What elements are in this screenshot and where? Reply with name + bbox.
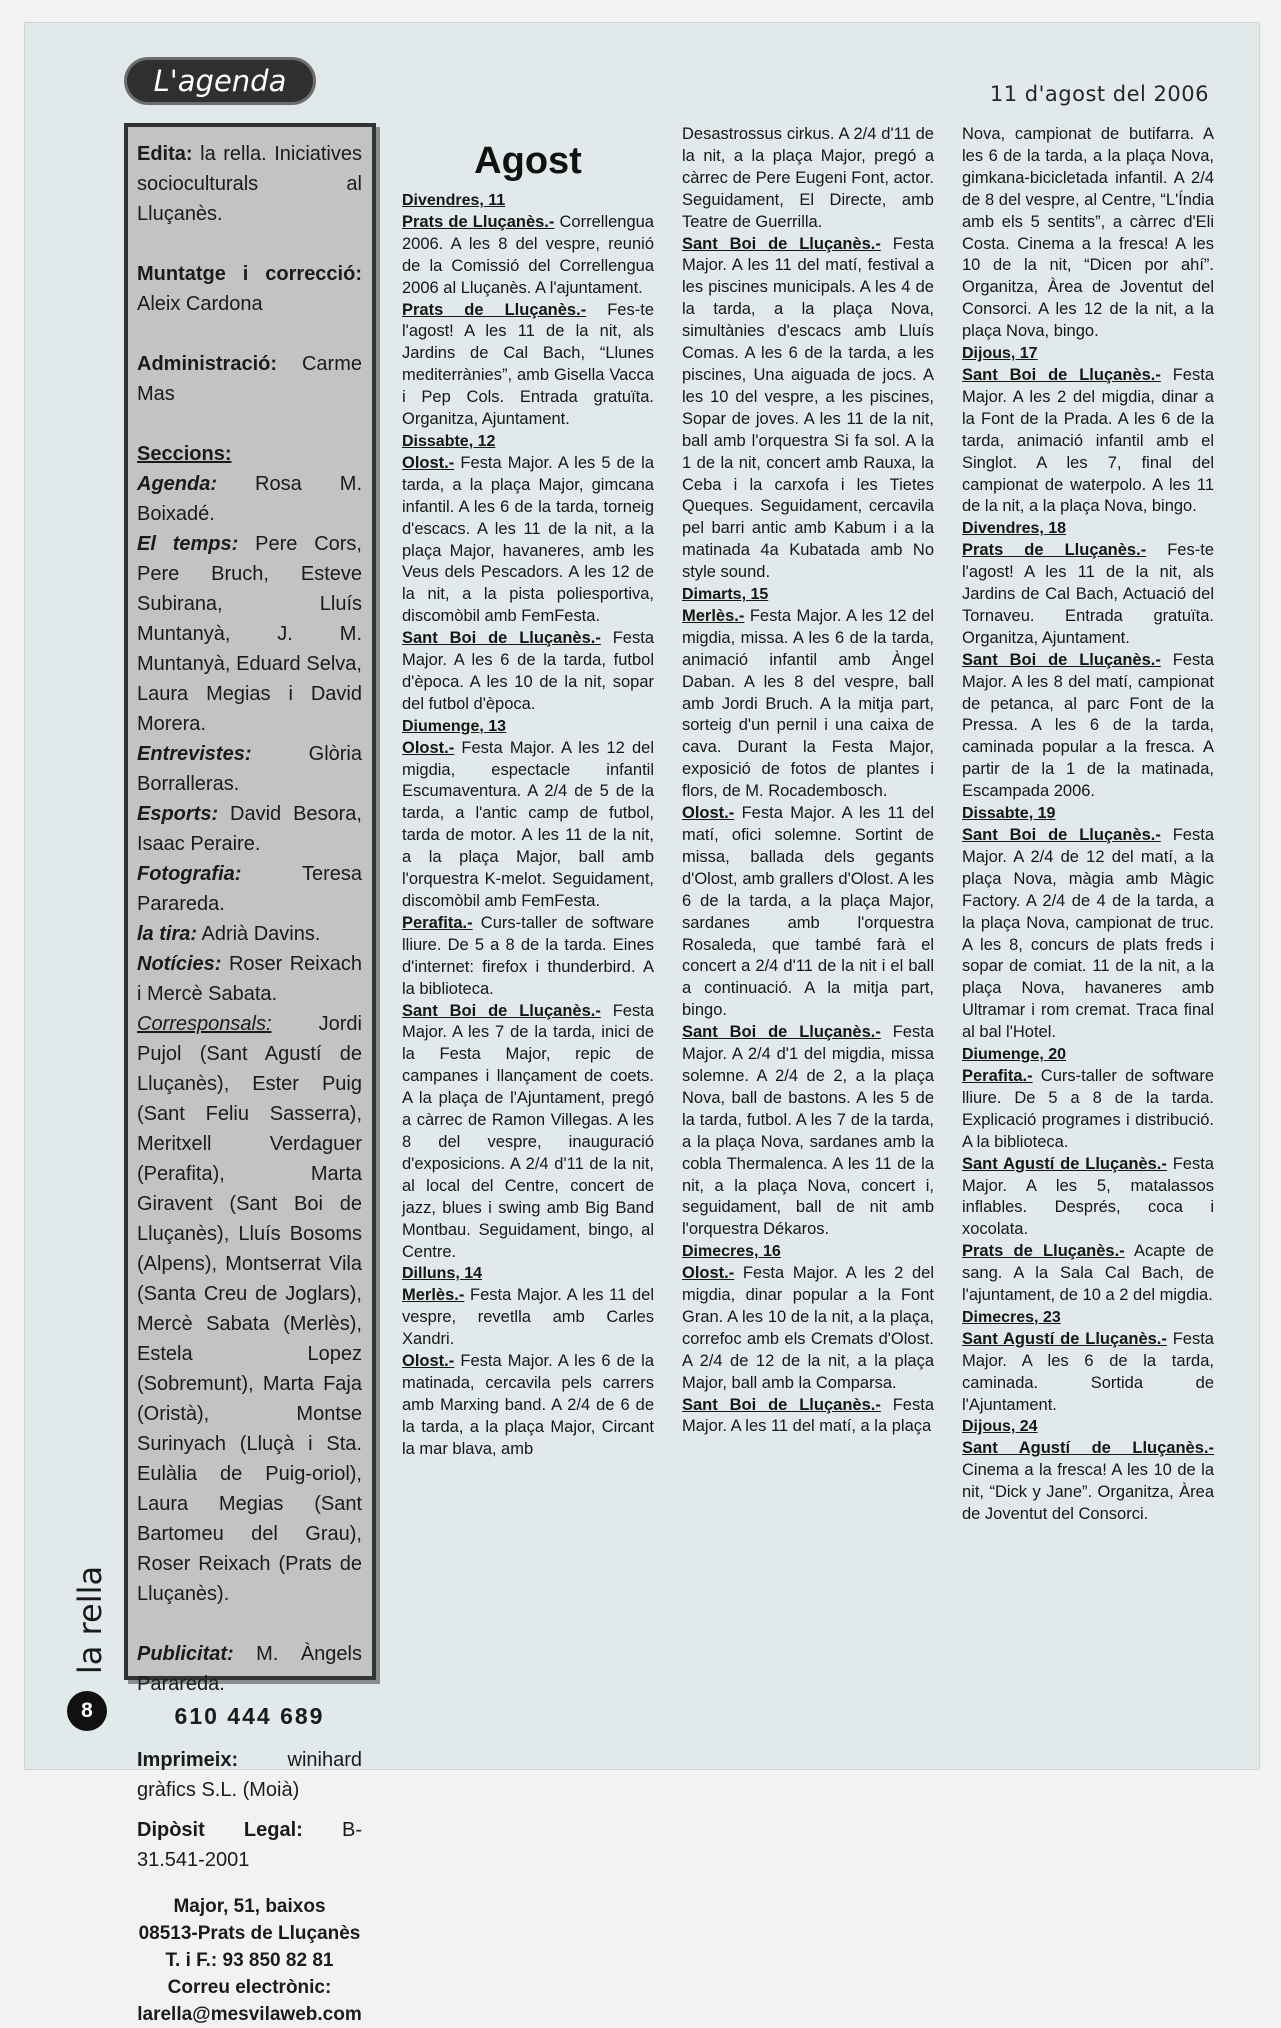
agenda-text: Festa Major. A les 8 del matí, campionat de petanca, al parc Font de la Pressa. A les 6 de la tarda, caminada popular a la fresca. A partir de la 1 de la matinada, Escampada 2006. [962,650,1214,801]
advertising-phone: 610 444 689 [174,1703,325,1729]
agenda-entry [962,825,1214,1044]
agenda-text: Festa Major. A les 12 del migdia, missa. A les 6 de la tarda, animació infantil amb Àngel Daban. A les 8 del vespre, ball amb Jordi Bruch. A la mitja part, sorteig d'un pernil i una caixa de cava. Durant la Festa Major, exposició de fotos de plantes i flors, de M. Rocadembosch. [682,606,934,801]
agenda-column-3 [962,124,1214,1526]
agenda-entry [682,1263,934,1394]
agenda-place: Sant Boi de Lluçanès.- [962,826,1161,844]
agenda-text: Festa Major. A les 6 de la tarda, caminada. Sortida de l'Ajuntament. [962,1329,1214,1414]
agenda-place: Sant Agustí de Lluçanès.- [962,1329,1167,1348]
agenda-entry [962,1329,1214,1417]
credit-fotografia: Fotografia: Teresa Parareda. [137,863,362,915]
agenda-text: Festa Major. A les 7 de la tarda, inici de la Festa Major, repic de campanes i llançament de coets. A la plaça de l'Ajuntament, pregó a càrrec de Ramon Villegas. A les 8 del vespre, inauguració d'exposicions. A 2/4 d'11 de la nit, al local del Centre, concert de jazz, blues i swing amb Big Band Montbau. Seguidament, bingo, al Centre. [402,1001,654,1261]
agenda-place: Sant Boi de Lluçanès.- [962,365,1161,384]
credit-entrevistes: Entrevistes: Glòria Borralleras. [137,743,362,795]
magazine-name-vertical: la rella [71,1565,109,1675]
agenda-place: Sant Boi de Lluçanès.- [962,650,1161,669]
agenda-text: Festa Major. A les 5 de la tarda, a la plaça Major, gimcana infantil. A les 6 de la tarda, torneig d'escacs. A les 11 de la nit, a la plaça Major, havaneres, amb les Veus dels Pescadors. A les 12 de la nit, a la pista poliesportiva, discomòbil amb FemFesta. [402,453,654,626]
agenda-entry [962,540,1214,650]
agenda-day: Diumenge, 13 [402,717,507,735]
agenda-entry [682,1022,934,1241]
agenda-text: Festa Major. A les 6 de la tarda, futbol d'època. A les 10 de la nit, sopar del futbol d'època. [402,629,654,713]
agenda-place: Prats de Lluçanès.- [402,212,555,231]
agenda-text: Festa Major. A les 5, matalassos inflables. Després, coca i xocolata. [962,1154,1214,1239]
credit-seccions-heading: Seccions: [137,443,232,465]
credit-publicitat: Publicitat: M. Àngels Parareda. [137,1643,362,1695]
address-town: 08513-Prats de Lluçanès [138,1923,361,1944]
agenda-text: Acapte de sang. A la Sala Cal Bach, de l'ajuntament, de 10 a 2 del migdia. [962,1242,1214,1305]
agenda-day: Divendres, 11 [402,192,506,209]
credit-noticies: Notícies: Roser Reixach i Mercè Sabata. [137,953,362,1005]
agenda-entry [962,1438,1214,1526]
agenda-entry [402,453,654,628]
agenda-text: Festa Major. A 2/4 de 12 del matí, a la plaça Nova, màgia amb Màgic Factory. A 2/4 de 4 de la tarda, a la plaça Nova, campionat de truc. A les 8, concurs de plats freds i sopar de comiat. 11 de la nit, a la plaça Nova, havaneres amb Ultramar i rom cremat. Traca final al bal l'Hotel. [962,826,1214,1042]
agenda-day: Dilluns, 14 [402,1265,483,1283]
agenda-place: Perafita.- [402,913,473,932]
credit-agenda: Agenda: Rosa M. Boixadé. [137,473,362,525]
section-label: L'agenda [124,57,316,105]
agenda-entry [682,606,934,803]
agenda-entry [962,1241,1214,1307]
agenda-place: Sant Boi de Lluçanès.- [402,629,601,648]
agenda-text: Festa Major. A les 2 del migdia, dinar a la Font de la Prada. A les 6 de la tarda, animació infantil amb el Singlot. A les 7, final del campionat de waterpolo. A les 11 de la nit, a la plaça Nova, bingo. [962,365,1214,516]
agenda-place: Olost.- [402,738,455,757]
agenda-text: Festa Major. A les 11 del matí, ofici solemne. Sortint de missa, ballada dels gegants d'Olost, amb grallers d'Olost. A les 6 de la tarda, a la plaça Major, sardanes amb l'orquestra Rosaleda, que també farà el concert a 2/4 d'11 de la nit i el ball a continuació. A la mitja part, bingo. [682,804,934,1020]
credit-esports: Esports: David Besora, Isaac Peraire. [137,803,362,855]
agenda-place: Olost.- [402,1352,455,1371]
agenda-place: Sant Agustí de Lluçanès.- [962,1439,1214,1458]
agenda-entry [962,1154,1214,1242]
agenda-column-2 [682,124,934,1438]
agenda-place: Sant Boi de Lluçanès.- [682,1023,881,1042]
agenda-place: Sant Boi de Lluçanès.- [402,1001,601,1020]
credit-temps: El temps: Pere Cors, Pere Bruch, Esteve Subirana, Lluís Muntanyà, J. M. Muntanyà, Eduard Selva, Laura Megias i David Morera. [137,533,362,735]
agenda-entry [962,365,1214,518]
agenda-text: Festa Major. A les 12 del migdia, espectacle infantil Escumaventura. A 2/4 de 5 de la tarda, a l'antic camp de futbol, tarda de motor. A les 11 de la nit, a la plaça Major, ball amb l'orquestra K-melot. Seguidament, discomòbil amb FemFesta. [402,738,654,910]
agenda-day: Dissabte, 12 [402,432,496,450]
agenda-entry [402,1285,654,1351]
agenda-entry [402,913,654,1001]
agenda-text: Fes-te l'agost! A les 11 de la nit, als Jardins de Cal Bach, Actuació del Tornaveu. Entrada gratuïta. Organitza, Ajuntament. [962,541,1214,647]
agenda-text: Curs-taller de software lliure. De 5 a 8 de la tarda. Eines d'internet: firefox i thunderbird. A la biblioteca. [402,913,654,998]
agenda-entry [402,300,654,431]
credit-diposit: Dipòsit Legal: B-31.541-2001 [137,1819,362,1871]
agenda-entry [962,1066,1214,1154]
agenda-place: Sant Boi de Lluçanès.- [682,234,881,253]
agenda-entry [682,803,934,1022]
credit-imprimeix: Imprimeix: winihard gràfics S.L. (Moià) [137,1749,362,1801]
agenda-day: Diumenge, 20 [962,1046,1067,1064]
address-street: Major, 51, baixos [173,1896,326,1917]
agenda-place: Merlès.- [682,606,745,625]
page-number: 8 [67,1691,107,1731]
agenda-day: Dijous, 17 [962,345,1038,363]
agenda-place: Perafita.- [962,1066,1033,1085]
agenda-text: Fes-te l'agost! A les 11 de la nit, als Jardins de Cal Bach, “Llunes mediterrànies”, amb Gisella Vacca i Pep Cols. Entrada gratuïta. Organitza, Ajuntament. [402,300,654,429]
agenda-text: Festa Major. A les 6 de la matinada, cercavila pels carrers amb Marxing band. A 2/4 de 6 de la tarda, a la plaça Major, Circant la mar blava, amb [402,1352,654,1458]
address-phone: T. i F.: 93 850 82 81 [165,1950,334,1971]
agenda-entry [402,628,654,716]
agenda-place: Sant Agustí de Lluçanès.- [962,1154,1167,1173]
agenda-entry [962,650,1214,803]
agenda-place: Merlès.- [402,1286,465,1305]
agenda-text: Festa Major. A les 11 del matí, a la plaça [682,1395,934,1436]
agenda-text: Festa Major. A 2/4 d'1 del migdia, missa solemne. A 2/4 de 2, a la plaça Nova, ball de bastons. A les 5 de la tarda, futbol. A les 7 de la tarda, a la plaça Nova, sardanes amb la cobla Thermalenca. A les 11 de la nit, a la plaça Nova, concert i, seguidament, ball de nit amb l'orquestra Dékaros. [682,1023,934,1239]
agenda-column-1 [402,190,654,1461]
agenda-text: Festa Major. A les 2 del migdia, dinar popular a la Font Gran. A les 10 de la nit, a la plaça, correfoc amb els Cremats d'Olost. A 2/4 de 12 de la nit, a la plaça Major, ball amb la Comparsa. [682,1264,934,1392]
credit-muntatge: Muntatge i correcció: Aleix Cardona [137,263,362,315]
agenda-entry [402,1351,654,1461]
address-email[interactable]: larella@mesvilaweb.com [137,2004,362,2025]
credit-edita: Edita: la rella. Iniciatives socioculturals al Lluçanès. [137,143,363,225]
agenda-text: Festa Major. A les 11 del vespre, revetlla amb Carles Xandri. [402,1286,654,1349]
agenda-place: Prats de Lluçanès.- [962,1242,1125,1261]
agenda-continued-text: Nova, campionat de butifarra. A les 6 de la tarda, a la plaça Nova, gimkana-bicicletada infantil. A 2/4 de 8 del vespre, al Centre, “L'Índia amb els 5 sentits”, a càrrec d'Eli Costa. Cinema a la fresca! A les 10 de la nit, “Dicen por ahí”. Organitza, Àrea de Joventut del Consorci. A les 12 de la nit, a la plaça Nova, bingo. [962,125,1214,341]
agenda-place: Prats de Lluçanès.- [962,541,1147,560]
credit-corresponsals: Corresponsals: Jordi Pujol (Sant Agustí de Lluçanès), Ester Puig (Sant Feliu Sasserra), Meritxell Verdaguer (Perafita), Marta Giravent (Sant Boi de Lluçanès), Lluís Bosoms (Alpens), Montserrat Vila (Santa Creu de Joglars), Mercè Sabata (Merlès), Estela Lopez (Sobremunt), Marta Faja (Oristà), Montse Surinyach (Lluçà i Sta. Eulàlia de Puig-oriol), Laura Megias (Sant Bartomeu del Grau), Roser Reixach (Prats de Lluçanès). [137,1013,362,1605]
agenda-place: Sant Boi de Lluçanès.- [682,1395,881,1414]
agenda-place: Olost.- [682,804,735,823]
agenda-text: Curs-taller de software lliure. De 5 a 8 de la tarda. Explicació programes i distribució. A la biblioteca. [962,1066,1214,1151]
agenda-entry [402,212,654,300]
agenda-day: Dissabte, 19 [962,805,1056,823]
agenda-text: Cinema a la fresca! A les 10 de la nit, “Dick y Jane”. Organitza, Àrea de Joventut del Consorci. [962,1461,1214,1524]
agenda-text: Festa Major. A les 11 del matí, festival a les piscines municipals. A les 4 de la tarda, a la plaça Nova, simultànies d'escacs amb Lluís Comas. A les 6 de la tarda, a les piscines, Una aiguada de jocs. A les 10 del vespre, a les piscines, Sopar de joves. A les 11 de la nit, ball amb l'orquestra Si fa sol. A la 1 de la nit, concert amb Rauxa, la Ceba i la carxofa i les Tietes Queques. Seguidament, cercavila pel barri antic amb Kabum i a la matinada 4a Kubatada amb No style sound. [682,234,934,582]
agenda-entry [682,1395,934,1439]
agenda-day: Divendres, 18 [962,520,1067,538]
credits-box [124,123,376,2025]
agenda-place: Prats de Lluçanès.- [402,300,587,319]
month-heading: Agost [474,140,582,182]
agenda-day: Dimarts, 15 [682,586,769,604]
agenda-text: Correllengua 2006. A les 8 del vespre, reunió de la Comissió del Correllengua 2006 al Lluçanès. A l'ajuntament. [402,212,654,297]
agenda-continued-text: Desastrossus cirkus. A 2/4 d'11 de la nit, a la plaça Major, pregó a càrrec de Pere Eugeni Font, actor. Seguidament, El Directe, amb Teatre de Guerrilla. [682,125,934,231]
agenda-entry [402,1001,654,1264]
credit-tira: la tira: Adrià Davins. [137,923,321,945]
address-email-label: Correu electrònic: [167,1977,332,1998]
agenda-entry [682,234,934,585]
agenda-place: Olost.- [682,1264,735,1283]
agenda-entry [402,738,654,913]
agenda-day: Dijous, 24 [962,1418,1038,1436]
agenda-day: Dimecres, 16 [682,1243,781,1261]
agenda-day: Dimecres, 23 [962,1308,1061,1326]
credit-administracio: Administració: Carme Mas [137,353,362,405]
issue-date: 11 d'agost del 2006 [989,82,1209,106]
agenda-place: Olost.- [402,453,455,472]
